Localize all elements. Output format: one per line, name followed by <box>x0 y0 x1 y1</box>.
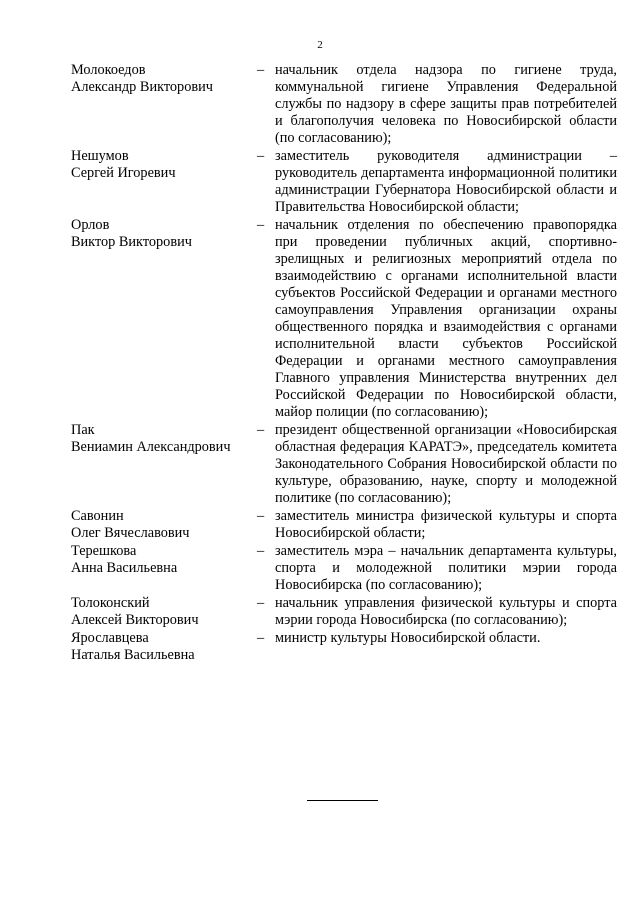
member-entry <box>71 508 616 542</box>
member-name <box>71 630 257 664</box>
member-entry <box>71 630 616 664</box>
member-name <box>71 595 257 629</box>
member-surname: Пак <box>71 422 95 438</box>
member-given-name: Александр Викторович <box>71 79 213 95</box>
member-given-name: Виктор Викторович <box>71 234 192 250</box>
member-position: заместитель министра физической культуры и спорта Новосибирской области; <box>275 508 617 541</box>
member-position: начальник управления физической культуры и спорта мэрии города Новосибирска (по согласованию); <box>275 595 617 628</box>
member-surname: Толоконский <box>71 595 150 611</box>
member-given-name: Вениамин Александрович <box>71 439 231 455</box>
entry-dash: – <box>257 62 265 78</box>
entry-dash: – <box>257 595 265 611</box>
member-position: начальник отделения по обеспечению правопорядка при проведении публичных акций, спортивно-зрелищных и религиозных мероприятий отдела по взаимодействию с органами исполнительной власти субъектов Российской Федерации и органами местного самоуправления Управления организации охраны общественного порядка и взаимодействия с органами исполнительной власти субъектов Российской Федерации и органами местного самоуправления Главного управления Министерства внутренних дел Российской Федерации по Новосибирской области, майор полиции (по согласованию); <box>275 217 617 420</box>
member-surname: Терешкова <box>71 543 137 559</box>
member-position: президент общественной организации «Новосибирская областная федерация КАРАТЭ», председатель комитета Законодательного Собрания Новосибирской области по культуре, образованию, науке, спорту и молодежной политике (по согласованию); <box>275 422 617 506</box>
entry-dash: – <box>257 422 265 438</box>
member-given-name: Алексей Викторович <box>71 612 199 628</box>
member-position: министр культуры Новосибирской области. <box>275 630 541 646</box>
member-given-name: Олег Вячеславович <box>71 525 190 541</box>
member-entry <box>71 543 616 594</box>
member-surname: Ярославцева <box>71 630 149 646</box>
entry-dash: – <box>257 543 265 559</box>
member-surname: Нешумов <box>71 148 129 164</box>
member-name <box>71 148 257 182</box>
page-number: 2 <box>317 39 323 51</box>
member-given-name: Наталья Васильевна <box>71 647 195 663</box>
entry-dash: – <box>257 217 265 233</box>
member-given-name: Сергей Игоревич <box>71 165 176 181</box>
member-surname: Орлов <box>71 217 110 233</box>
member-surname: Молокоедов <box>71 62 146 78</box>
member-entry <box>71 595 616 629</box>
member-name <box>71 62 257 96</box>
member-name <box>71 508 257 542</box>
member-position: заместитель мэра – начальник департамента культуры, спорта и молодежной политики мэрии города Новосибирска (по согласованию); <box>275 543 617 593</box>
member-name <box>71 543 257 577</box>
member-position: заместитель руководителя администрации – руководитель департамента информационной политики администрации Губернатора Новосибирской области и Правительства Новосибирской области; <box>275 148 617 215</box>
member-list <box>71 62 616 665</box>
member-entry <box>71 217 616 421</box>
end-divider <box>307 800 378 801</box>
member-entry <box>71 148 616 216</box>
member-entry <box>71 422 616 507</box>
member-given-name: Анна Васильевна <box>71 560 178 576</box>
entry-dash: – <box>257 148 265 164</box>
entry-dash: – <box>257 630 265 646</box>
member-name <box>71 217 257 251</box>
member-surname: Савонин <box>71 508 124 524</box>
entry-dash: – <box>257 508 265 524</box>
member-position: начальник отдела надзора по гигиене труда, коммунальной гигиене Управления Федеральной службы по надзору в сфере защиты прав потребителей и благополучия человека по Новосибирской области (по согласованию); <box>275 62 617 146</box>
member-entry <box>71 62 616 147</box>
member-name <box>71 422 257 456</box>
